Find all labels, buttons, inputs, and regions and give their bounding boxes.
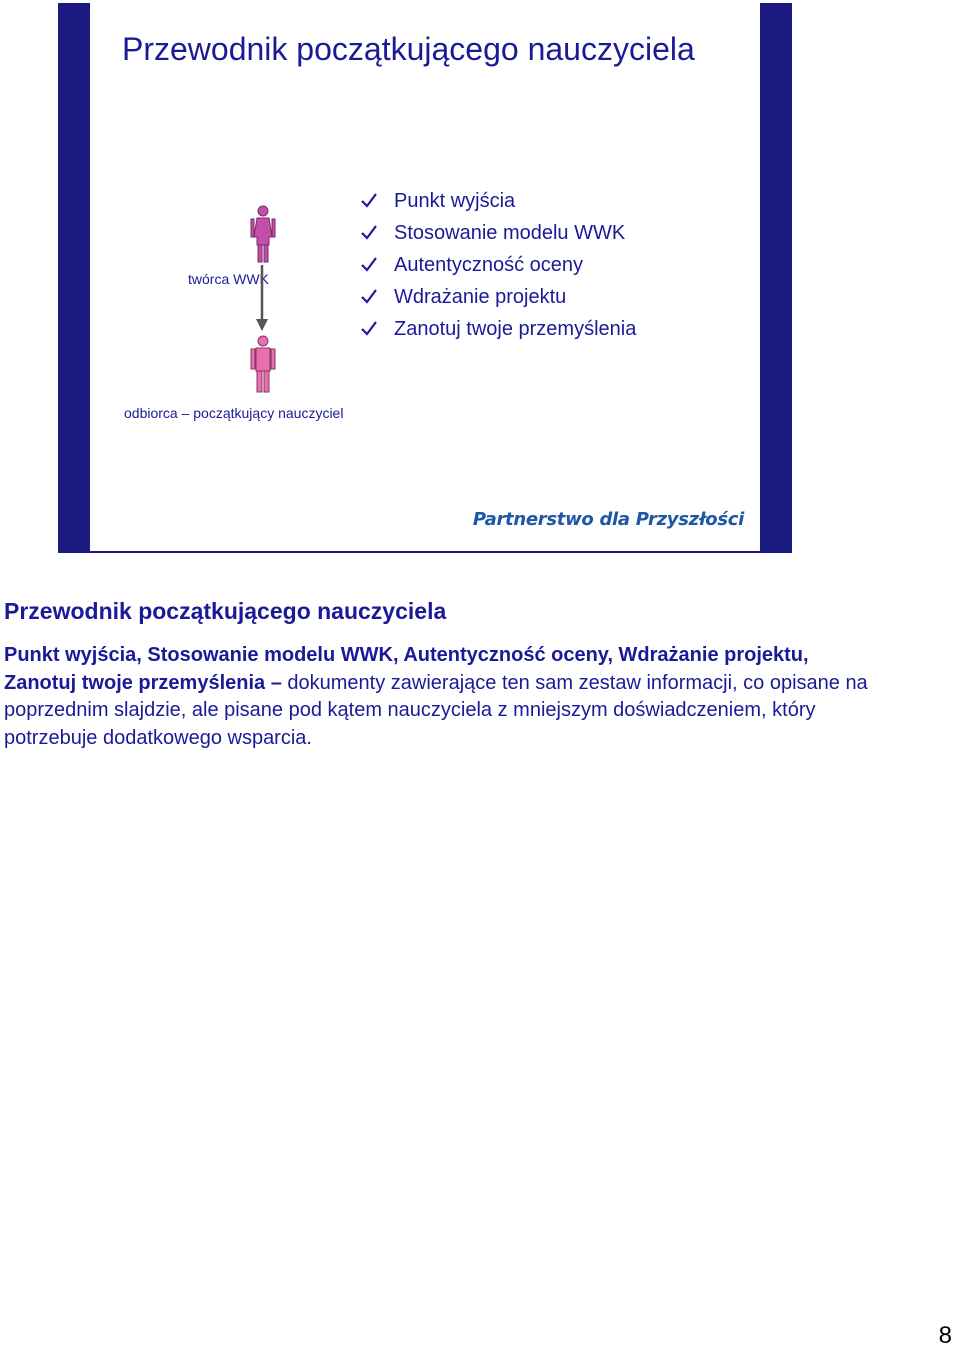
notes-text: dokumenty zawierające ten sam zestaw informacji, co opisane na poprzednim slajdzie, ale pisane pod kątem nauczyciela z mniejszym doświadczeniem, który potrzebuje dodatkowego wsparcia. <box>4 671 868 749</box>
creator-label: twórca WWK <box>188 271 269 287</box>
checklist-item-label: Punkt wyjścia <box>394 190 516 212</box>
notes-lead: Punkt wyjścia, Stosowanie modelu WWK, Autentyczność oceny, Wdrażanie projektu, Zanotuj twoje przemyślenia – <box>4 644 809 694</box>
female-person-icon <box>248 205 278 263</box>
checklist-item-label: Wdrażanie projektu <box>394 286 567 308</box>
notes-body <box>4 642 884 752</box>
check-icon <box>360 287 378 305</box>
checklist-item <box>360 185 636 217</box>
checklist-item <box>360 313 636 345</box>
check-icon <box>360 191 378 209</box>
recipient-label: odbiorca – początkujący nauczyciel <box>124 405 344 421</box>
slide-title: Przewodnik początkującego nauczyciela <box>122 31 695 67</box>
check-icon <box>360 255 378 273</box>
page-number: 8 <box>938 1322 952 1349</box>
male-person-icon <box>248 335 278 393</box>
slide-content <box>90 3 760 551</box>
checklist-item <box>360 281 636 313</box>
checklist-item-label: Zanotuj twoje przemyślenia <box>394 318 637 340</box>
check-icon <box>360 223 378 241</box>
slide <box>58 3 792 553</box>
arrow-down-icon <box>255 265 269 331</box>
partnership-logo: Partnerstwo dla Przyszłości <box>472 509 744 530</box>
notes-title: Przewodnik początkującego nauczyciela <box>4 598 447 624</box>
checklist-item <box>360 217 636 249</box>
check-icon <box>360 319 378 337</box>
checklist-item-label: Autentyczność oceny <box>394 254 583 276</box>
checklist <box>360 185 636 345</box>
checklist-item <box>360 249 636 281</box>
checklist-item-label: Stosowanie modelu WWK <box>394 222 626 244</box>
